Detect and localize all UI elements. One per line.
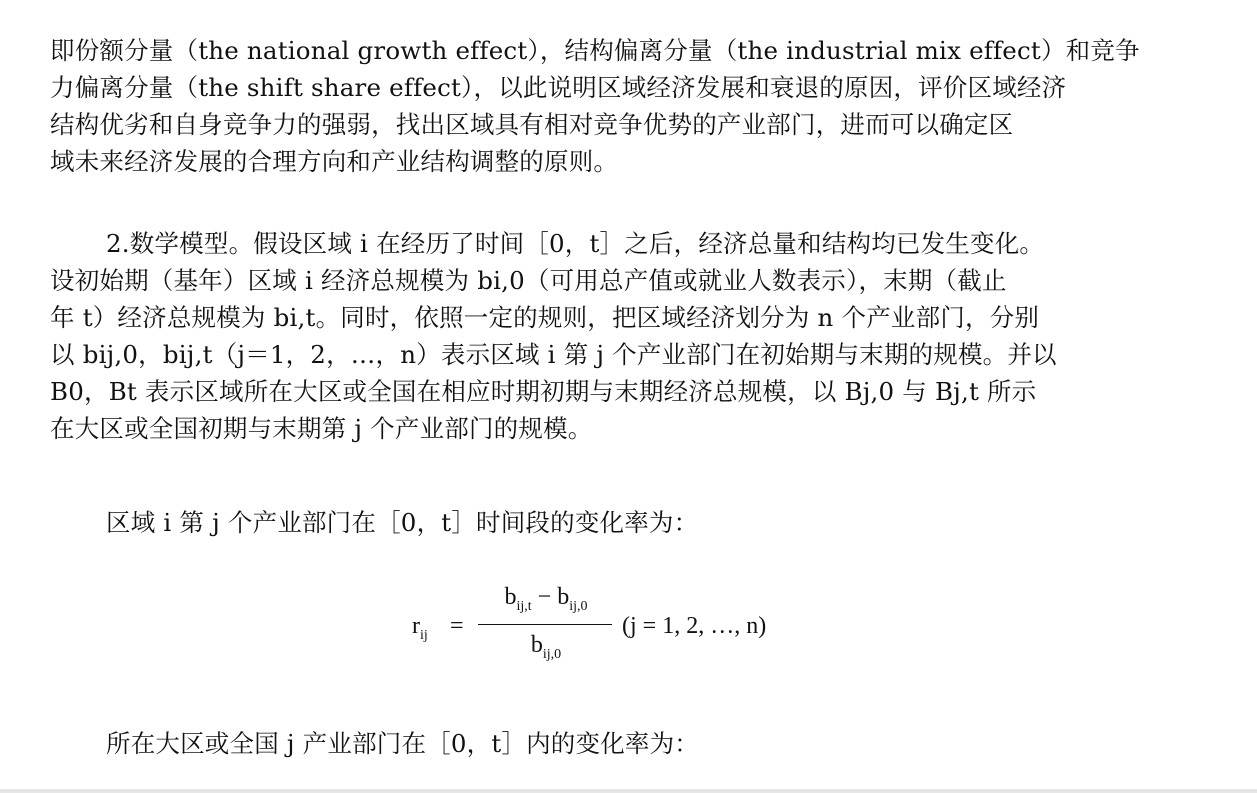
text-line: 域未来经济发展的合理方向和产业结构调整的原则。 xyxy=(50,147,619,176)
text-line: 在大区或全国初期与末期第 j 个产业部门的规模。 xyxy=(50,414,593,443)
text-line: 即份额分量（the national growth effect），结构偏离分量（the industrial mix effect）和竞争 xyxy=(50,36,1140,65)
text-line: 力偏离分量（the shift share effect），以此说明区域经济发展和衰退的原因，评价区域经济 xyxy=(50,73,1067,102)
formula-lhs: $r_{ij}$ xyxy=(412,613,428,643)
text-line: B0，Bt 表示区域所在大区或全国在相应时期初期与末期经济总规模，以 Bj,0 与 Bj,t 所示 xyxy=(50,377,1037,406)
paragraph-shift-share-components xyxy=(50,32,1230,180)
paragraph-mathematical-model xyxy=(50,225,1230,447)
formula-denominator: $b_{ij,0}$ xyxy=(530,632,562,662)
text-line: 所在大区或全国 j 产业部门在［0，t］内的变化率为： xyxy=(106,729,700,758)
text-line: 区域 i 第 j 个产业部门在［0，t］时间段的变化率为： xyxy=(106,508,699,537)
change-rate-formula xyxy=(412,582,882,672)
text-line: 设初始期（基年）区域 i 经济总规模为 bi,0（可用总产值或就业人数表示），末期（截止 xyxy=(50,266,1007,295)
paragraph-national-change-rate xyxy=(50,725,1230,762)
formula-numerator: $b_{ij,t} - b_{ij,0}$ xyxy=(504,584,588,614)
text-line: 以 bij,0，bij,t（j＝1，2，…，n）表示区域 i 第 j 个产业部门在初始期与末期的规模。并以 xyxy=(50,340,1057,369)
text-line: 年 t）经济总规模为 bi,t。同时，依照一定的规则，把区域经济划分为 n 个产业部门，分别 xyxy=(50,303,1040,332)
formula-equals: = xyxy=(450,613,464,639)
formula-index-range: (j = 1, 2, …, n) xyxy=(622,613,767,639)
fraction-bar xyxy=(478,624,612,625)
paragraph-regional-change-rate xyxy=(50,504,1230,541)
page-bottom-edge xyxy=(0,789,1257,793)
text-line: 结构优劣和自身竞争力的强弱，找出区域具有相对竞争优势的产业部门，进而可以确定区 xyxy=(50,110,1014,139)
text-line: 2.数学模型。假设区域 i 在经历了时间［0，t］之后，经济总量和结构均已发生变化。 xyxy=(106,229,1045,258)
